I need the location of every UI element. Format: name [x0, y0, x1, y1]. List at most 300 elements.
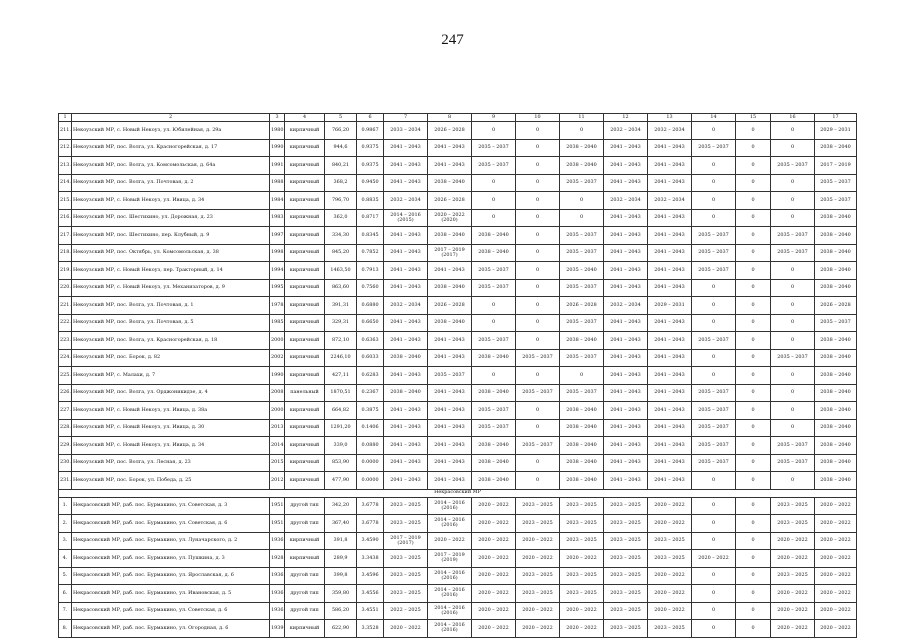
table-cell: 2020 – 2022	[472, 550, 516, 568]
table-cell: 2038 – 2040	[815, 332, 857, 350]
table-cell: 0	[736, 532, 771, 550]
table-cell: 0	[692, 174, 736, 192]
table-cell: 217.	[59, 227, 72, 245]
table-cell: 2020 – 2022	[560, 550, 604, 568]
table-cell: 2035 – 2037	[771, 349, 815, 367]
table-cell: 872,10	[325, 332, 357, 350]
table-cell: Некрасовский МР, раб. пос. Бурмакино, ул. Советская, д. 6	[72, 602, 270, 620]
table-cell: 2041 – 2043	[428, 384, 472, 402]
table-cell: 2035 – 2040	[560, 262, 604, 280]
table-cell: Некоузский МР, пос. Шестихино, пер. Клубный, д. 9	[72, 227, 270, 245]
table-cell: Некоузский МР, пос. Волга, ул. Лесная, д. 23	[72, 454, 270, 472]
table-cell: 0	[692, 585, 736, 603]
table-cell: 5.	[59, 567, 72, 585]
column-number-cell: 14	[692, 114, 736, 122]
table-cell: 391,8	[325, 532, 357, 550]
table-cell: 2038 – 2040	[815, 384, 857, 402]
table-cell: 3.4556	[357, 585, 384, 603]
table-cell: 0	[516, 244, 560, 262]
table-cell: 2000	[270, 402, 285, 420]
table-cell: 342,20	[325, 497, 357, 515]
table-cell: 2038 – 2040	[472, 454, 516, 472]
table-cell: 0	[472, 367, 516, 385]
table-cell: Некоузский МР, пос. Волга, ул. Почтовая, д. 2	[72, 174, 270, 192]
table-cell: 2035 – 2037	[472, 332, 516, 350]
table-cell: 2035 – 2037	[560, 227, 604, 245]
table-cell: 0	[692, 297, 736, 315]
table-cell: 2041 – 2043	[384, 157, 428, 175]
table-cell: 214.	[59, 174, 72, 192]
table-cell: 2041 – 2043	[384, 437, 428, 455]
table-cell: 2041 – 2043	[648, 227, 692, 245]
table-cell: 2038 – 2040	[815, 472, 857, 490]
table-cell: 766,20	[325, 122, 357, 140]
table-cell: 2041 – 2043	[428, 437, 472, 455]
table-cell: 2038 – 2040	[560, 472, 604, 490]
table-cell: 399,8	[325, 567, 357, 585]
table-cell: 2041 – 2043	[384, 472, 428, 490]
table-cell: 2017 – 2019	[815, 157, 857, 175]
table-cell: 359,80	[325, 585, 357, 603]
table-cell: Некоузский МР, с. Новый Некоуз, ул. Юбилейная, д. 29а	[72, 122, 270, 140]
table-cell: 0	[736, 139, 771, 157]
table-cell: 2038 – 2040	[472, 244, 516, 262]
table-cell: 2041 – 2043	[428, 419, 472, 437]
table-cell: 2020 – 2022	[472, 585, 516, 603]
table-cell: 2035 – 2037	[560, 244, 604, 262]
table-cell: Некоузский МР, с. Новый Некоуз, ул. Ивица, д. 34	[72, 192, 270, 210]
table-cell: 2023 – 2025	[771, 515, 815, 533]
table-cell: кирпичный	[285, 332, 325, 350]
table-cell: 2023 – 2025	[516, 515, 560, 533]
table-cell: 2035 – 2037	[771, 244, 815, 262]
table-cell: 2035 – 2037	[692, 437, 736, 455]
table-cell: 0	[692, 515, 736, 533]
table-cell: 2041 – 2043	[648, 157, 692, 175]
table-cell: 2038 – 2040	[384, 384, 428, 402]
table-cell: 2023 – 2025	[560, 515, 604, 533]
table-cell: Некоузский МР, с. Новый Некоуз, ул. Ивица, д. 34	[72, 437, 270, 455]
table-cell: 2035 – 2037	[692, 419, 736, 437]
table-row	[59, 279, 857, 297]
table-cell: 0	[736, 602, 771, 620]
table-cell: 2026 – 2028	[815, 297, 857, 315]
table-cell: 0	[736, 174, 771, 192]
table-row	[59, 497, 857, 515]
table-cell: 2035 – 2037	[560, 174, 604, 192]
table-cell: 0.0000	[357, 454, 384, 472]
table-cell: 0	[771, 262, 815, 280]
table-cell: 225.	[59, 367, 72, 385]
table-cell: 0	[771, 472, 815, 490]
table-cell: Некоузский МР, пос. Волга, ул. Комсомольская, д. 64а	[72, 157, 270, 175]
table-cell: 2041 – 2043	[604, 367, 648, 385]
table-cell: 2020 – 2022	[648, 515, 692, 533]
table-cell: 2035 – 2037	[560, 314, 604, 332]
table-row	[59, 244, 857, 262]
table-cell: 2035 – 2037	[771, 454, 815, 472]
table-row	[59, 620, 857, 638]
table-cell: 0	[736, 515, 771, 533]
table-cell: 2020 – 2022	[692, 550, 736, 568]
table-cell: 2041 – 2043	[428, 472, 472, 490]
table-cell: 0.6283	[357, 367, 384, 385]
column-number-cell: 1	[59, 114, 72, 122]
table-cell: 2035 – 2037	[815, 314, 857, 332]
table-cell: 1990	[270, 367, 285, 385]
table-cell: 2020 – 2022	[771, 585, 815, 603]
column-number-cell: 15	[736, 114, 771, 122]
table-cell: 0.6033	[357, 349, 384, 367]
table-cell: 3.4590	[357, 532, 384, 550]
table-cell: 1928	[270, 550, 285, 568]
table-cell: 0.7852	[357, 244, 384, 262]
table-cell: 2035 – 2037	[560, 349, 604, 367]
table-cell: Некоузский МР, пос. Волга, ул. Красногорейская, д. 17	[72, 139, 270, 157]
table-cell: Некрасовский МР, раб. пос. Бурмакино, ул. Пушкина, д. 3	[72, 550, 270, 568]
table-cell: 2041 – 2043	[384, 279, 428, 297]
table-cell: 1984	[270, 192, 285, 210]
table-cell: 2026 – 2028	[428, 192, 472, 210]
table-cell: 2023 – 2025	[604, 585, 648, 603]
table-cell: 0	[736, 437, 771, 455]
table-cell: 1988	[270, 174, 285, 192]
table-cell: 1978	[270, 297, 285, 315]
table-cell: 2041 – 2043	[604, 139, 648, 157]
table-cell: Некрасовский МР, раб. пос. Бурмакино, ул. Ярославская, д. 6	[72, 567, 270, 585]
table-cell: другой тип	[285, 585, 325, 603]
table-cell: 2041 – 2043	[428, 139, 472, 157]
table-cell: Некоузский МР, пос. Волга, ул. Орджоникидзе, д. 4	[72, 384, 270, 402]
table-cell: 2041 – 2043	[604, 209, 648, 227]
table-cell: 1991	[270, 157, 285, 175]
table-cell: 2038 – 2040	[815, 139, 857, 157]
column-number-cell: 16	[771, 114, 815, 122]
table-cell: 221.	[59, 297, 72, 315]
table-cell: 368,2	[325, 174, 357, 192]
table-cell: 2023 – 2025	[384, 585, 428, 603]
table-cell: Некоузский МР, с. Новый Некоуз, пер. Тракторный, д. 14	[72, 262, 270, 280]
table-cell: 0	[516, 157, 560, 175]
table-cell: 2041 – 2043	[604, 157, 648, 175]
table-cell: 0.9375	[357, 139, 384, 157]
table-cell: 391,31	[325, 297, 357, 315]
table-cell: панельный	[285, 384, 325, 402]
table-cell: 2020 – 2022	[815, 550, 857, 568]
section-row	[59, 489, 857, 497]
table-cell: 2041 – 2043	[648, 349, 692, 367]
table-cell: 2038 – 2040	[560, 437, 604, 455]
table-cell: 2041 – 2043	[604, 454, 648, 472]
table-cell: 213.	[59, 157, 72, 175]
table-cell: 2041 – 2043	[384, 454, 428, 472]
table-row	[59, 139, 857, 157]
table-cell: 2008	[270, 384, 285, 402]
table-row	[59, 602, 857, 620]
table-cell: 0	[516, 192, 560, 210]
table-cell: 2035 – 2037	[472, 419, 516, 437]
table-cell: 229.	[59, 437, 72, 455]
table-cell: 853,90	[325, 454, 357, 472]
table-cell: 477,90	[325, 472, 357, 490]
table-cell: 586,20	[325, 602, 357, 620]
table-cell: 0	[692, 279, 736, 297]
table-cell: 2041 – 2043	[604, 384, 648, 402]
table-cell: 2023 – 2025	[771, 567, 815, 585]
table-cell: 2038 – 2040	[815, 349, 857, 367]
table-row	[59, 550, 857, 568]
table-cell: 0	[736, 209, 771, 227]
table-cell: 2035 – 2037	[692, 262, 736, 280]
table-cell: 2041 – 2043	[604, 314, 648, 332]
table-cell: 2020 – 2022	[771, 620, 815, 638]
table-cell: 2020 – 2022	[771, 602, 815, 620]
table-cell: 0	[516, 472, 560, 490]
table-cell: 2023 – 2025	[648, 550, 692, 568]
table-cell: Некоузский МР, пос. Волга, ул. Почтовая, д. 5	[72, 314, 270, 332]
table-cell: 0	[736, 314, 771, 332]
table-cell: 2041 – 2043	[648, 262, 692, 280]
table-cell: 2020 – 2022	[771, 532, 815, 550]
table-cell: 2035 – 2037	[472, 402, 516, 420]
table-cell: 2041 – 2043	[428, 262, 472, 280]
table-cell: Некоузский МР, пос. Волга, ул. Почтовая, д. 1	[72, 297, 270, 315]
table-row	[59, 174, 857, 192]
table-cell: 1870,51	[325, 384, 357, 402]
section-title: Некрасовский МР	[59, 489, 857, 497]
table-cell: 2038 – 2040	[815, 209, 857, 227]
table-cell: 1936	[270, 602, 285, 620]
table-cell: 2020 – 2022	[648, 567, 692, 585]
table-cell: 2014 – 2016 (2016)	[428, 515, 472, 533]
table-cell: 0	[692, 192, 736, 210]
table-row	[59, 297, 857, 315]
table-row	[59, 332, 857, 350]
table-cell: 7.	[59, 602, 72, 620]
table-row	[59, 454, 857, 472]
table-cell: 2038 – 2040	[472, 349, 516, 367]
table-cell: 2023 – 2025	[604, 515, 648, 533]
table-cell: 2020 – 2022	[516, 550, 560, 568]
table-cell: 2041 – 2043	[648, 367, 692, 385]
table-cell: 0	[692, 602, 736, 620]
table-cell: 216.	[59, 209, 72, 227]
table-cell: 0	[472, 174, 516, 192]
table-cell: 2038 – 2040	[560, 454, 604, 472]
table-cell: 367,40	[325, 515, 357, 533]
table-cell: 2023 – 2025	[604, 620, 648, 638]
table-cell: 2041 – 2043	[384, 227, 428, 245]
table-cell: 2038 – 2040	[560, 157, 604, 175]
table-cell: Некоузский МР, с. Малахи, д. 7	[72, 367, 270, 385]
table-cell: 2041 – 2043	[604, 174, 648, 192]
table-cell: 2035 – 2037	[692, 227, 736, 245]
table-cell: 2032 – 2034	[648, 192, 692, 210]
table-cell: 2041 – 2043	[648, 472, 692, 490]
table-cell: 0	[692, 472, 736, 490]
table-cell: 0	[736, 297, 771, 315]
table-cell: 2041 – 2043	[648, 314, 692, 332]
table-cell: 0	[472, 209, 516, 227]
table-cell: 0	[771, 332, 815, 350]
table-cell: 0.7560	[357, 279, 384, 297]
table-cell: 0.6880	[357, 297, 384, 315]
table-cell: 840,21	[325, 157, 357, 175]
table-cell: 0	[771, 384, 815, 402]
table-cell: 2041 – 2043	[648, 402, 692, 420]
table-cell: 2020 – 2022	[560, 620, 604, 638]
table-cell: 0	[692, 349, 736, 367]
table-cell: 2041 – 2043	[648, 279, 692, 297]
table-cell: кирпичный	[285, 279, 325, 297]
column-number-cell: 12	[604, 114, 648, 122]
table-cell: 2032 – 2034	[384, 297, 428, 315]
table-cell: 2020 – 2022	[384, 620, 428, 638]
table-cell: 0	[560, 367, 604, 385]
table-cell: 2013	[270, 419, 285, 437]
table-cell: 2041 – 2043	[428, 454, 472, 472]
table-cell: 1936	[270, 567, 285, 585]
table-cell: 2015	[270, 454, 285, 472]
table-cell: 2038 – 2040	[472, 384, 516, 402]
table-cell: 2020 – 2022	[815, 567, 857, 585]
table-cell: кирпичный	[285, 209, 325, 227]
table-cell: 2041 – 2043	[604, 419, 648, 437]
table-cell: 0	[516, 209, 560, 227]
table-cell: 0	[736, 122, 771, 140]
table-cell: 2020 – 2022	[472, 567, 516, 585]
table-cell: 1990	[270, 139, 285, 157]
table-cell: 219.	[59, 262, 72, 280]
table-cell: 2020 – 2022 (2020)	[428, 209, 472, 227]
table-cell: кирпичный	[285, 139, 325, 157]
table-cell: Некрасовский МР, раб. пос. Бурмакино, ул. Советская, д. 6	[72, 515, 270, 533]
table-cell: 2038 – 2040	[472, 437, 516, 455]
table-cell: 2020 – 2022	[815, 497, 857, 515]
table-cell: Некоузский МР, пос. Октябрь, ул. Комсомольская, д. 38	[72, 244, 270, 262]
table-cell: 2035 – 2037	[692, 454, 736, 472]
table-cell: 0	[692, 209, 736, 227]
table-cell: 2041 – 2043	[384, 139, 428, 157]
table-cell: кирпичный	[285, 314, 325, 332]
table-cell: 0	[736, 279, 771, 297]
table-cell: 1463,50	[325, 262, 357, 280]
table-cell: 1983	[270, 209, 285, 227]
table-cell: 2041 – 2043	[384, 314, 428, 332]
table-cell: 0.6363	[357, 332, 384, 350]
table-cell: 2035 – 2037	[692, 244, 736, 262]
table-cell: 2035 – 2037	[516, 384, 560, 402]
housing-register-table	[58, 113, 857, 638]
table-cell: 3.4551	[357, 602, 384, 620]
table-cell: 2041 – 2043	[428, 157, 472, 175]
table-cell: 2022 – 2025	[384, 602, 428, 620]
table-cell: 3.3528	[357, 620, 384, 638]
table-cell: 2020 – 2022	[815, 515, 857, 533]
table-cell: Некоузский МР, с. Новый Некоуз, ул. Ивица, д. 30	[72, 419, 270, 437]
table-row	[59, 472, 857, 490]
table-cell: 0	[771, 122, 815, 140]
table-cell: 339,0	[325, 437, 357, 455]
table-cell: 2035 – 2037	[771, 437, 815, 455]
table-cell: 2038 – 2040	[560, 139, 604, 157]
table-cell: 2020 – 2022	[815, 602, 857, 620]
table-cell: 2041 – 2043	[384, 262, 428, 280]
column-number-cell: 3	[270, 114, 285, 122]
table-cell: 0	[736, 550, 771, 568]
table-cell: 2041 – 2043	[384, 367, 428, 385]
table-cell: 0	[771, 174, 815, 192]
table-cell: 2023 – 2025	[516, 585, 560, 603]
table-row	[59, 567, 857, 585]
table-cell: 2041 – 2043	[604, 262, 648, 280]
table-row	[59, 532, 857, 550]
table-cell: 0	[771, 192, 815, 210]
column-number-row	[59, 114, 857, 122]
table-cell: 2023 – 2025	[516, 497, 560, 515]
table-cell: кирпичный	[285, 349, 325, 367]
table-cell: 0	[771, 297, 815, 315]
table-cell: 2038 – 2040	[472, 472, 516, 490]
table-cell: 2038 – 2040	[560, 332, 604, 350]
table-cell: кирпичный	[285, 472, 325, 490]
table-cell: 2023 – 2025	[560, 497, 604, 515]
table-cell: 0	[736, 367, 771, 385]
table-cell: 664,82	[325, 402, 357, 420]
page-number: 247	[441, 32, 464, 48]
table-cell: другой тип	[285, 602, 325, 620]
table-cell: 2041 – 2043	[384, 419, 428, 437]
table-cell: 0	[736, 244, 771, 262]
table-cell: 1997	[270, 227, 285, 245]
table-cell: 2020 – 2022	[472, 532, 516, 550]
table-cell: 2041 – 2043	[428, 332, 472, 350]
table-cell: 2032 – 2034	[604, 192, 648, 210]
table-cell: кирпичный	[285, 244, 325, 262]
table-cell: 0	[516, 454, 560, 472]
table-cell: 2032 – 2034	[384, 192, 428, 210]
table-cell: 0.1406	[357, 419, 384, 437]
table-cell: 2038 – 2040	[815, 262, 857, 280]
table-cell: 0.2367	[357, 384, 384, 402]
table-cell: 0	[736, 454, 771, 472]
table-cell: 2041 – 2043	[648, 174, 692, 192]
table-cell: 2020 – 2022	[472, 602, 516, 620]
table-cell: 226.	[59, 384, 72, 402]
table-cell: 2038 – 2040	[815, 227, 857, 245]
table-cell: 1951	[270, 515, 285, 533]
table-cell: 0	[692, 122, 736, 140]
table-cell: 0	[736, 157, 771, 175]
table-cell: 2035 – 2037	[516, 349, 560, 367]
table-cell: 0	[516, 367, 560, 385]
table-cell: 0.0000	[357, 472, 384, 490]
table-cell: 0.8345	[357, 227, 384, 245]
table-cell: 1951	[270, 497, 285, 515]
table-cell: другой тип	[285, 515, 325, 533]
table-cell: 2041 – 2043	[648, 209, 692, 227]
table-cell: 2032 – 2034	[604, 122, 648, 140]
table-cell: кирпичный	[285, 437, 325, 455]
table-cell: кирпичный	[285, 157, 325, 175]
table-cell: Некоузский МР, с. Новый Некоуз, ул. Механизаторов, д. 9	[72, 279, 270, 297]
table-cell: 2020 – 2022	[815, 585, 857, 603]
table-cell: 2038 – 2040	[815, 402, 857, 420]
table-cell: 0	[692, 157, 736, 175]
table-row	[59, 349, 857, 367]
table-cell: 0.8717	[357, 209, 384, 227]
table-cell: 0	[736, 620, 771, 638]
